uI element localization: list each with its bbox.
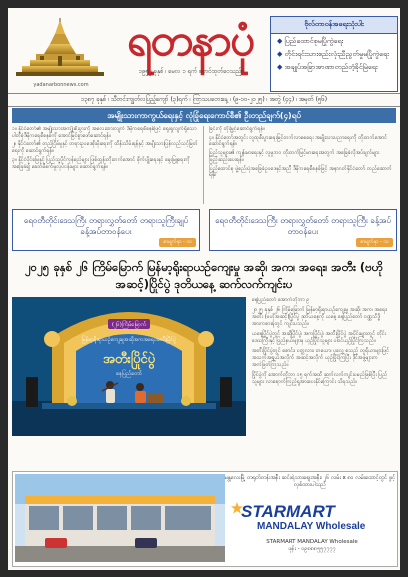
bullet-icon: ◆ (277, 50, 283, 58)
lead-article (12, 126, 396, 204)
starmart-advertisement[interactable] (12, 471, 398, 567)
founding-line: ၁၉၅၂ ခုနှစ် ၊ မေလ ၁ ရက် စတင်ထုတ်ဝေသည်။ (138, 68, 244, 75)
ad-line-1: STARMART MANDALAY Wholesale (266, 539, 358, 545)
paragraph: ယနေ့ပြိုင်ပွဲတွင် အဆိုပြိုင်ပွဲ၊ အကပြိုင်ပွဲ၊ အတီးပြိုင်ပွဲ အပိုင်းများတွင် တိုင်းဒေသကြီးနှင့် ပြည်နယ်များမှ ယှဉ်ပြိုင်သူများ ပါဝင်ယှဉ်ပြိုင်ကြသည်။ (252, 331, 387, 344)
paragraph: ပြည်သူများ၏ ကျန်းမာရေးနှင့် လူမှုဘဝ တိုးတက်မြင့်မားရေးအတွက် အခြေခံလိုအပ်ချက်များ ဖြည့်ဆည်းပေးရန်။ (209, 150, 380, 163)
store-building-photo (15, 474, 225, 562)
stage-city: နေပြည်တော် (116, 371, 142, 377)
lead-headline: အမျိုးသားကာကွယ်ရေးနှင့် လုံခြုံရေးကောင်စီ၏ ဦးတည်ချက်(၄)ရပ် (12, 108, 396, 123)
main-headline: ၂၀၂၅ ခုနှစ် ၂၆ ကြိမ်မြောက် မြန်မာ့ရိုးရာယဉ်ကျေးမှု အဆို၊ အက၊ အရေး၊ အတီး (ဗဟိုအဆင့်)ပြိုင်ပွဲ ဒုတိယနေ့ ဆက်လက်ကျင်းပ (25, 260, 383, 291)
ad-contact (231, 539, 393, 553)
paragraph: ပြိုင်ပွဲကို အောက်တိုဘာ ၁၅ ရက်အထိ ဆက်လက်ကျင်းပမည်ဖြစ်ပြီး ပြည်သူများ လာရောက်ကြည့်ရှုအားပေးနိုင်ကြောင်း သိရသည်။ (252, 372, 388, 385)
lead-column-right (209, 126, 396, 204)
news-box-title: ရေဝတီတိုင်းဒေသကြီး တရားလွှတ်တော် တရားသူကြီးချုပ် ခန့်အပ်တာဝန်ပေး (23, 216, 189, 236)
bullet-icon: ◆ (277, 37, 283, 45)
ad-subbrand: MANDALAY Wholesale (257, 521, 366, 532)
stage-title: မြန်မာ့ရိုးရာယဉ်ကျေးမှုအဆိုအကအရေးအတီးပြိုင်ပွဲ (81, 337, 177, 343)
paragraph: ပြည်ထောင်စု ဖွဲ့စည်းပုံအခြေခံဥပဒေနှင့်အညီ ဒီမိုကရေစီစနစ်ဖြင့် အနာဂတ်နိုင်ငံတော် တည်ဆောက်ရန်။ (209, 165, 392, 179)
bullet-icon: ◆ (277, 63, 283, 71)
paragraph: ခြင်းကို တိုးမြှင့်ဆောင်ရွက်ရန်။ (209, 126, 265, 132)
news-box-right[interactable] (209, 209, 397, 251)
ad-promo-text: မန္တလေးမြို့ တရုတ်တန်းအနီး ဆင်းရဲသားဈေးအနီး၊ ၂၆ လမ်း x ၈၀ လမ်းထောင့်တွင် ဖွင့်လှစ်ထားပါသည် (224, 475, 396, 488)
paragraph: နေပြည်တော် အောက်တိုဘာ ၉ (252, 297, 310, 303)
stage-badge: (၂၆)ကြိမ်မြောက် (111, 322, 147, 328)
page-tag: စာမျက်နှာ - ၁၀ (159, 238, 196, 247)
objective-item: ◆ တိုင်းရင်းသားစည်းလုံးညီညွတ်မှုမပြိုကွဲရေး (277, 50, 389, 58)
paragraph: ၄။ နိုင်ငံတော်အတွင်း လူထုစီးပွားရေးမြင့်တက်လာစေရေး အမျိုးသားပညာရေးကို တိုးတက်အောင်ဆောင်ရွက်ရန်။ (209, 134, 388, 148)
dateline: ၁၃၈၇ ခုနှစ် ၊ သီတင်းကျွတ်လပြည့်ကျော် (၃)ရက် ၊ ကြာသပတေးနေ့ ၊ (၉-၁၀-၂၀၂၅) ၊ အတွဲ (၄၄) ၊ အမှတ် (၅၆) (8, 93, 400, 107)
paragraph: ၂။ နိုင်ငံတော်၏ တည်ငြိမ်မှုနှင့် တရားဥပဒေစိုးမိုးရေးကို ထိန်းသိမ်းရန်နှင့် အမျိုးသားပြန်လည်သင့်မြတ်ရေးကို ဆောင်ရွက်ရန်။ (12, 141, 198, 155)
ad-line-2: ဖုန်း - ၀၉၈၈၈၅၅၇၇၇၇ (288, 546, 336, 552)
column-divider (203, 126, 204, 204)
pagoda-logo (16, 18, 104, 80)
website-url: yadanarbonnews.com (33, 82, 89, 88)
masthead (8, 8, 400, 100)
newspaper-front-page (8, 8, 400, 570)
newspaper-title: ရတနာပုံ (126, 15, 254, 66)
page-tag: စာမျက်နှာ - ၁၀ (356, 238, 393, 247)
objective-item: ◆ အချုပ်အခြာအာဏာတည်တံ့ခိုင်မြဲရေး (277, 63, 378, 71)
competition-stage-photo (12, 297, 246, 436)
stage-main-text: အတီးပြိုင်ပွဲ (102, 352, 156, 367)
objectives-box (270, 16, 398, 92)
paragraph: အတီးပြိုင်ပွဲတွင် စောင်း၊ ပတ္တလား၊ တယော၊ ပုလွေ စသည့် တူရိယာများဖြင့် အသက်အရွယ်အလိုက် အဆင့်အလိုက် ယှဉ်ပြိုင်ကြပြီး ဒိုင်အဖွဲ့များက အကဲဖြတ်ကြသည်။ (252, 348, 390, 368)
news-box-title: ရေဝတီတိုင်းဒေသကြီး တရားလွှတ်တော် တရားသူကြီး ခန့်အပ်တာဝန်ပေး (215, 216, 391, 236)
news-box-left[interactable] (12, 209, 200, 251)
objective-item: ◆ ပြည်ထောင်စုမပြိုကွဲရေး (277, 37, 344, 45)
ad-brand: STARMART (241, 502, 335, 521)
paragraph: ၃။ နိုင်ငံပိုင်မြေနှင့် ပြည်သူ့ပိုင်ကုန်စည်များ ဖြစ်ထွန်းတိုးတက်အောင် စိုက်ပျိုးရေးနှင့် မွေးမြူရေးကို အခြေခံ၍ ခေတ်မီစက်မှုလုပ်ငန်းများ ဆောင်ရွက်ရန်။ (12, 156, 190, 170)
article-body (252, 297, 396, 471)
paragraph: ၁။ နိုင်ငံတော်၏ အမျိုးသားအကျိုးစီးပွားကို အလေးထားလျက် ဒီမိုကရေစီစနစ်ဖြင့် ရှေးရှုလျက်ရှိသော ပါတီစုံဒီမိုကရေစီစနစ်ကို အောင်မြင်စွာဖော်ဆောင်ရန်။ (12, 126, 197, 139)
objectives-heading: ဗိုလ်တာဝန်အရေးသုံးပါး (271, 17, 397, 34)
paragraph: ၂၀၂၅ ခုနှစ် ၂၆ ကြိမ်မြောက် မြန်မာ့ရိုးရာယဉ်ကျေးမှု အဆို၊ အက၊ အရေး၊ အတီး (ဗဟိုအဆင့်)ပြိုင်ပွဲ ဒုတိယနေ့ကို ယနေ့ နေပြည်တော် ဝဏ္ဏသိဒ္ဓိ အားကစားရုံတွင် ကျင်းပသည်။ (252, 307, 388, 327)
lead-column-left (12, 126, 199, 204)
